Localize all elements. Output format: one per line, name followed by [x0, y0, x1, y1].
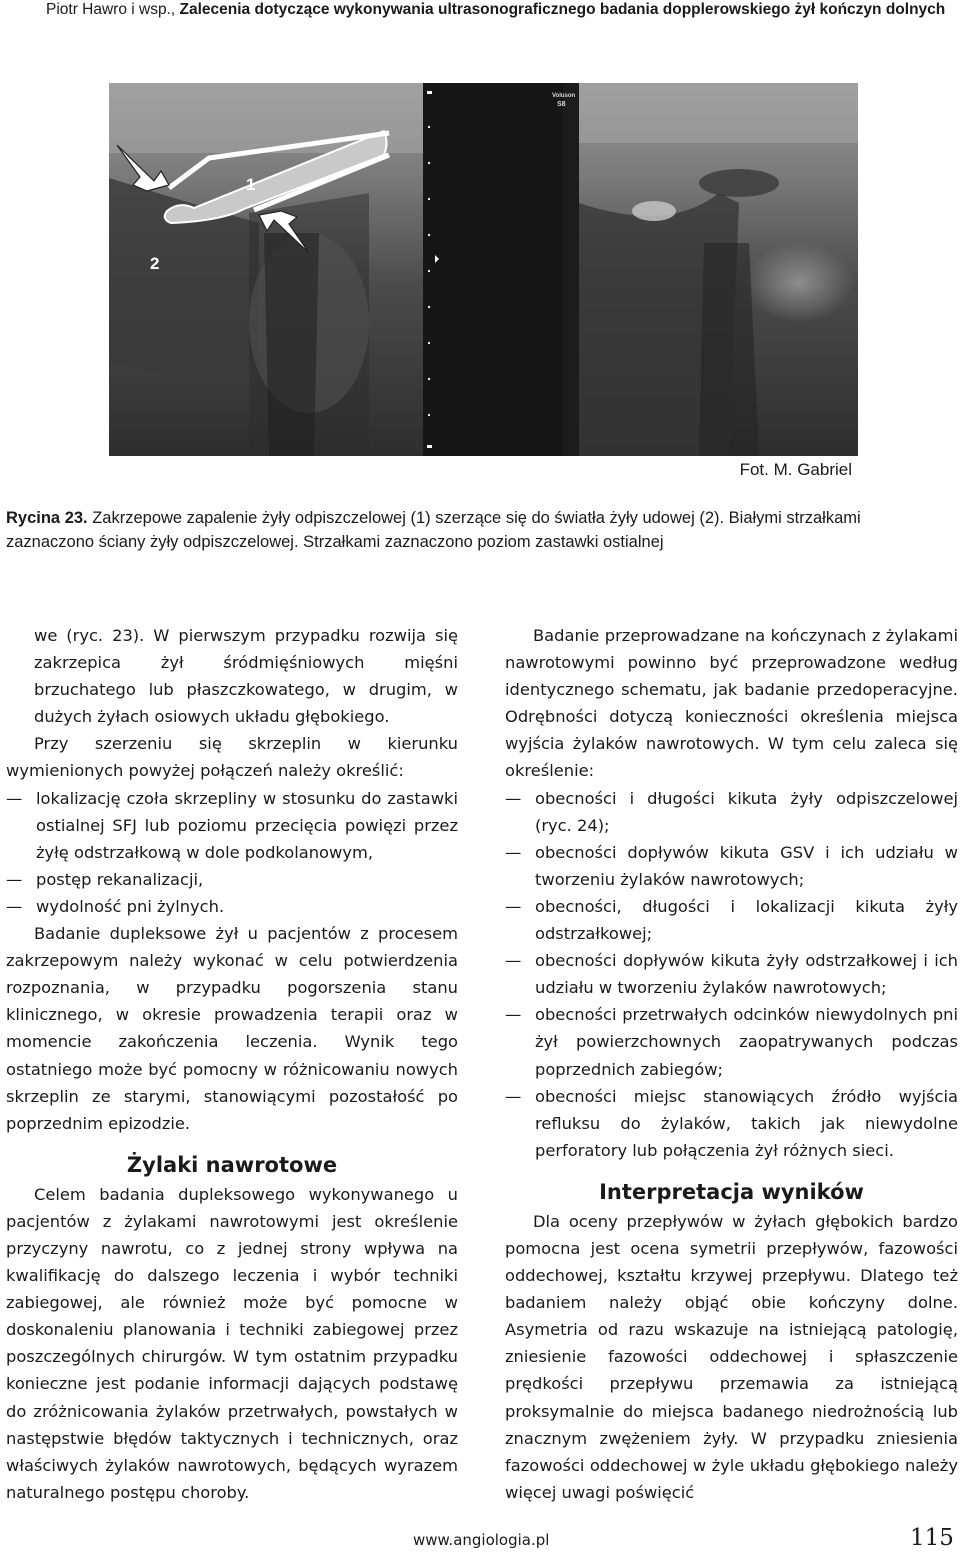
list-item-text: lokalizację czoła skrzepliny w stosunku do zastawki ostialnej SFJ lub poziomu przecięcia powięzi przez żyłę odstrzałkową w dole podkolanowym,	[36, 788, 458, 862]
dash-mark: —	[505, 1005, 522, 1025]
dash-mark: —	[6, 869, 23, 889]
dash-mark: —	[505, 951, 522, 971]
right-scan-pane	[579, 83, 858, 456]
right-column	[505, 622, 958, 1506]
list-item	[505, 893, 958, 947]
list-item-text: obecności dopływów kikuta GSV i ich udziału w tworzeniu żylaków nawrotowych;	[535, 842, 958, 889]
left-column	[6, 622, 458, 1506]
list-item	[6, 893, 458, 920]
header-article-title: Zalecenia dotyczące wykonywania ultrasonograficznego badania dopplerowskiego żył kończyn dolnych	[179, 1, 946, 18]
list-item-text: obecności dopływów kikuta żyły odstrzałkowej i ich udziału w tworzeniu żylaków nawrotowych;	[535, 951, 958, 998]
list-item	[6, 866, 458, 893]
figure-caption	[6, 506, 946, 554]
dash-mark: —	[505, 1086, 522, 1106]
dash-mark: —	[6, 896, 23, 916]
list-item-text: obecności i długości kikuta żyły odpiszczelowej (ryc. 24);	[535, 788, 958, 835]
paragraph: Badanie przeprowadzane na kończynach z żylakami nawrotowymi powinno być przeprowadzone według identycznego schematu, jak badanie przedoperacyjne. Odrębności dotyczą konieczności określenia miejsca wyjścia żylaków nawrotowych. W tym celu zaleca się określenie:	[505, 626, 958, 781]
paragraph: Badanie dupleksowe żył u pacjentów z procesem zakrzepowym należy wykonać w celu potwierdzenia rozpoznania, w przypadku pogorszenia stanu klinicznego, w okresie prowadzenia terapii oraz w momencie zakończenia leczenia. Wynik tego ostatniego może być pomocny w różnicowaniu nowych skrzeplin ze starymi, stanowiącymi pozostałość po poprzednim epizodzie.	[6, 924, 458, 1133]
ultrasound-image	[109, 83, 858, 456]
caption-label: Rycina 23.	[6, 509, 88, 527]
ultrasound-figure	[109, 83, 858, 456]
device-label: Voluson	[552, 93, 576, 99]
dash-mark: —	[505, 896, 522, 916]
dash-mark: —	[505, 842, 522, 862]
paragraph: Celem badania dupleksowego wykonywanego u pacjentów z żylakami nawrotowymi jest określenie przyczyny nawrotu, co z jednej strony wpływa na kwalifikację do dalszego leczenia i wybór techniki zabiegowej, ale również może być pomocne w doskonaleniu planowania i techniki zabiegowej przez poszczególnych chirurgów. W tym ostatnim przypadku konieczne jest podanie informacji dających podstawę do zróżnicowania żylaków przetrwałych, powstałych w następstwie błędów taktycznych i technicznych, oraz właściwych żylaków nawrotowych, będących wyrazem naturalnego postępu choroby.	[6, 1184, 458, 1502]
header-separator: ,	[170, 1, 180, 18]
dash-mark: —	[505, 788, 522, 808]
section-heading: Żylaki nawrotowe	[126, 1152, 338, 1177]
device-model: S8	[557, 101, 566, 108]
caption-text: Zakrzepowe zapalenie żyły odpiszczelowej (1) szerzące się do światła żyły udowej (2). Białymi strzałkami zaznaczono ściany żyły odpiszczelowej. Strzałkami zaznaczono poziom zastawki ostialnej	[6, 509, 861, 551]
paragraph: Przy szerzeniu się skrzeplin w kierunku wymienionych powyżej połączeń należy określić:	[6, 734, 458, 781]
dash-mark: —	[6, 788, 23, 808]
page-number: 115	[910, 1525, 954, 1551]
vein-label-2: 2	[150, 254, 160, 273]
list-item-text: obecności miejsc stanowiących źródło wyjścia refluksu do żylaków, takich jak niewydolne perforatory lub połączenia żył różnych sieci.	[535, 1086, 958, 1160]
list-item-text: wydolność pni żylnych.	[36, 896, 225, 916]
list-item	[505, 839, 958, 893]
list-item	[505, 947, 958, 1001]
paragraph: Dla oceny przepływów w żyłach głębokich bardzo pomocna jest ocena symetrii przepływów, fazowości oddechowej, kształtu krzywej przepływu. Dlatego też badaniem należy objąć obie kończyny dolne. Asymetria od razu wskazuje na istniejącą patologię, zniesienie fazowości oddechowej i spłaszczenie prędkości przepływu przemawia za istniejącą proksymalnie do miejsca badanego niedrożnością lub znacznym zwężeniem żyły. W przypadku zniesienia fazowości oddechowej w żyle układu głębokiego należy więcej uwagi poświęcić	[505, 1211, 958, 1502]
list-item	[6, 785, 458, 866]
vein-label-1: 1	[246, 175, 256, 194]
depth-scale	[423, 83, 563, 456]
list-item	[505, 785, 958, 839]
footer-url: www.angiologia.pl	[413, 1531, 550, 1549]
running-header	[46, 0, 946, 20]
paragraph: we (ryc. 23). W pierwszym przypadku rozwija się zakrzepica żył śródmięśniowych mięśni brzuchatego lub płaszczkowatego, w drugim, w dużych żyłach osiowych układu głębokiego.	[34, 626, 458, 727]
list-item-text: obecności przetrwałych odcinków niewydolnych pni żył powierzchownych zaopatrywanych podczas poprzednich zabiegów;	[535, 1005, 958, 1079]
list-item	[505, 1001, 958, 1082]
header-authors: Piotr Hawro i wsp.	[46, 1, 171, 18]
list-item-text: obecności, długości i lokalizacji kikuta żyły odstrzałkowej;	[535, 896, 958, 944]
list-item	[505, 1083, 958, 1164]
section-heading: Interpretacja wyników	[599, 1179, 864, 1204]
photo-credit: Fot. M. Gabriel	[739, 460, 852, 479]
list-item-text: postęp rekanalizacji,	[36, 869, 204, 889]
